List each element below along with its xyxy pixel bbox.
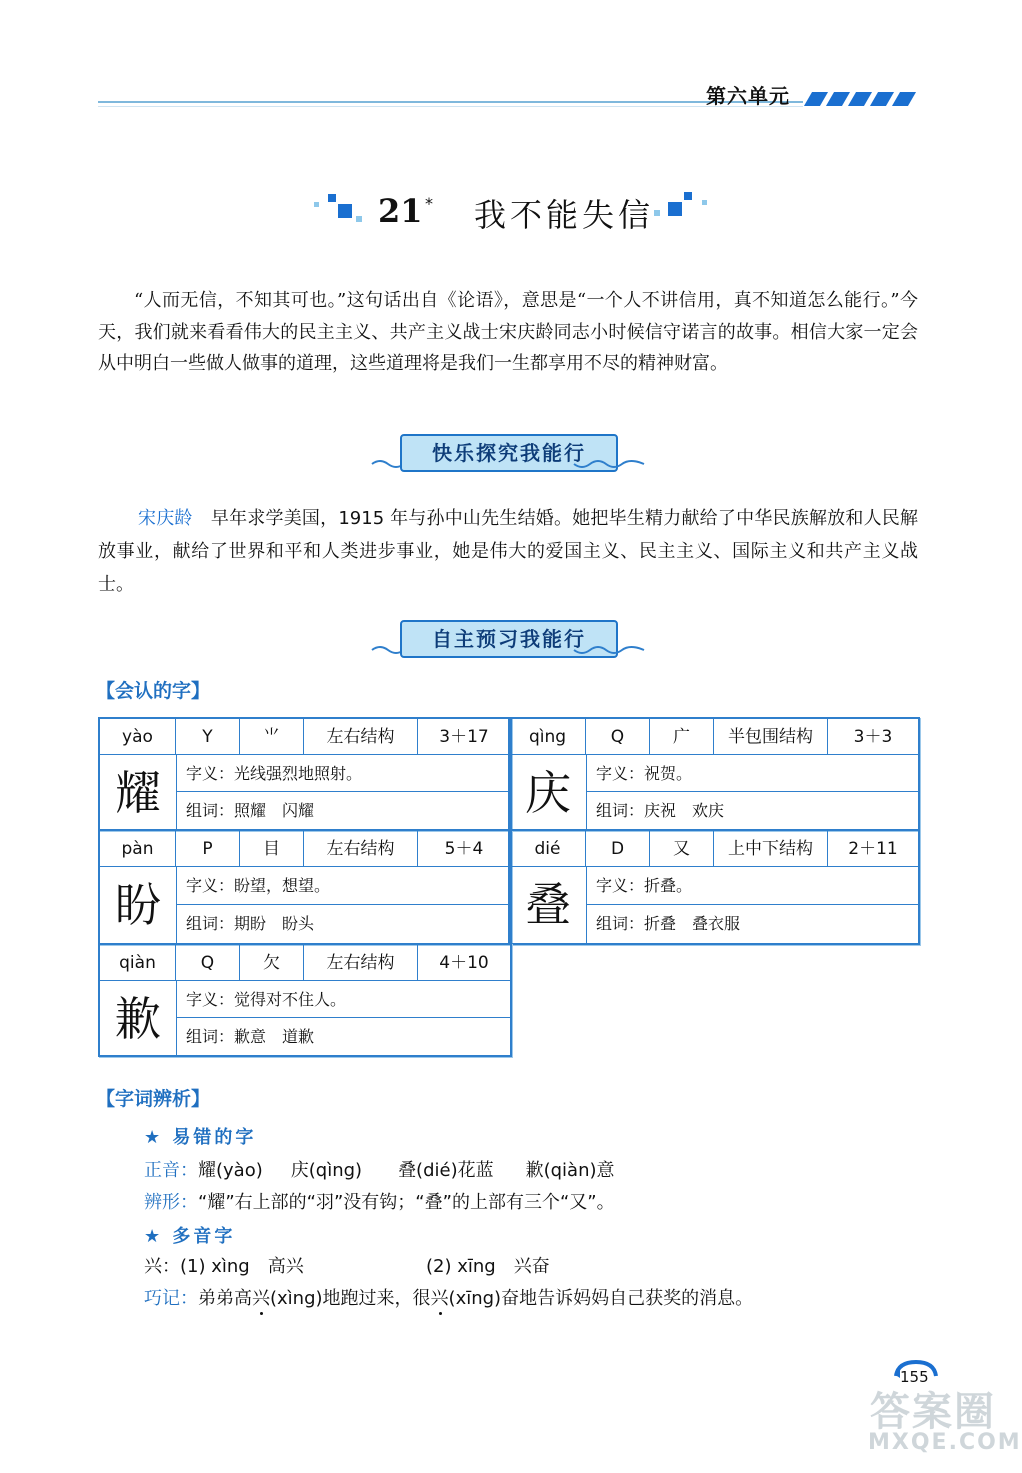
- banner-preview: [372, 620, 644, 668]
- letter-cell: P: [176, 831, 240, 867]
- bio-text: 早年求学美国，1915 年与孙中山先生结婚。她把毕生精力献给了中华民族解放和人民解放事业，献给了世界和平和人类进步事业，她是伟大的爱国主义、民主主义、国际主义和共产主义战士。: [98, 508, 919, 595]
- strokes-cell: 5＋4: [418, 831, 510, 867]
- char-card-yao: [98, 717, 512, 831]
- memory-text: 弟弟高: [198, 1288, 252, 1309]
- shape-text: “耀”右上部的“羽”没有钩；“叠”的上部有三个“又”。: [198, 1192, 615, 1213]
- section-recognize-chars: 【会认的字】: [96, 680, 211, 702]
- meaning-cell: 字义：觉得对不住人。: [176, 981, 510, 1018]
- lesson-number: 21: [378, 192, 423, 230]
- subheading-error-chars: ★ 易错的字: [144, 1127, 257, 1148]
- wave-right-decoration: [574, 458, 644, 470]
- strokes-cell: 3＋3: [828, 719, 918, 755]
- radical-cell: 广: [650, 719, 714, 755]
- pronunciation-item: 耀(yào): [198, 1160, 263, 1181]
- big-char: 庆: [510, 755, 587, 829]
- words-cell: 组词：庆祝 欢庆: [596, 801, 725, 820]
- polyphone-xing2: (2) xīng 兴奋: [426, 1256, 550, 1277]
- dotted-char: 兴: [430, 1288, 449, 1309]
- radical-cell: 目: [240, 831, 304, 867]
- unit-label: 第六单元: [706, 84, 790, 108]
- pronunciation-item: 歉(qiàn)意: [525, 1160, 615, 1181]
- banner-explore-label: 快乐探究我能行: [400, 434, 618, 472]
- banner-explore: [372, 434, 644, 482]
- banner-preview-label: 自主预习我能行: [400, 620, 618, 658]
- pronunciation-item: 叠(dié)花蓝: [398, 1160, 494, 1181]
- header-rule: [98, 101, 803, 103]
- meaning-cell: 字义：光线强烈地照射。: [176, 755, 510, 792]
- structure-cell: 左右结构: [304, 831, 418, 867]
- watermark-url: MXQE.COM: [868, 1430, 1022, 1455]
- polyphone-xing: 兴：(1) xìng 高兴: [144, 1256, 304, 1277]
- char-card-pan: [98, 829, 512, 945]
- char-card-qing: [508, 717, 920, 831]
- memory-text: (xìng)地跑过来，很: [270, 1288, 431, 1309]
- structure-cell: 半包围结构: [714, 719, 828, 755]
- big-char: 耀: [100, 755, 177, 829]
- radical-cell: ⺌: [240, 719, 304, 755]
- memory-text: (xīng)奋地告诉妈妈自己获奖的消息。: [448, 1288, 754, 1309]
- pronunciation-line: [144, 1156, 904, 1182]
- letter-cell: Q: [176, 945, 240, 981]
- subheading-polyphone: ★ 多音字: [144, 1226, 236, 1247]
- pronunciation-label: 正音：: [144, 1160, 198, 1181]
- radical-cell: 欠: [240, 945, 304, 981]
- pronunciation-item: 庆(qìng): [290, 1160, 363, 1181]
- header-stripes-decoration: [800, 92, 920, 106]
- pinyin-cell: qiàn: [100, 945, 176, 981]
- shape-label: 辨形：: [144, 1192, 198, 1213]
- section-word-analysis: 【字词辨析】: [96, 1088, 211, 1110]
- pinyin-cell: pàn: [100, 831, 176, 867]
- dotted-char: 兴: [252, 1288, 270, 1309]
- strokes-cell: 3＋17: [418, 719, 510, 755]
- structure-cell: 左右结构: [304, 719, 418, 755]
- meaning-cell: 字义：盼望，想望。: [176, 867, 510, 905]
- watermark-text: 答案圈: [870, 1389, 996, 1435]
- bio-paragraph: [98, 502, 918, 601]
- pinyin-cell: dié: [510, 831, 586, 867]
- lesson-star: *: [425, 194, 433, 213]
- words-cell: 组词：照耀 闪耀: [186, 801, 315, 820]
- memory-label: 巧记：: [144, 1288, 198, 1309]
- big-char: 歉: [100, 981, 177, 1055]
- letter-cell: Y: [176, 719, 240, 755]
- words-cell: 组词：折叠 叠衣服: [596, 914, 741, 933]
- memory-tip: [144, 1284, 914, 1310]
- letter-cell: D: [586, 831, 650, 867]
- pinyin-cell: yào: [100, 719, 176, 755]
- shape-line: [144, 1188, 904, 1214]
- wave-right-decoration: [574, 644, 644, 656]
- title-right-decoration: [652, 188, 712, 228]
- pinyin-cell: qìng: [510, 719, 586, 755]
- words-cell: 组词：歉意 道歉: [186, 1027, 315, 1046]
- structure-cell: 左右结构: [304, 945, 418, 981]
- big-char: 叠: [510, 867, 587, 943]
- structure-cell: 上中下结构: [714, 831, 828, 867]
- radical-cell: 又: [650, 831, 714, 867]
- char-card-qian: [98, 943, 512, 1057]
- words-cell: 组词：期盼 盼头: [186, 914, 315, 933]
- title-left-decoration: [312, 188, 372, 228]
- meaning-cell: 字义：祝贺。: [586, 755, 918, 792]
- char-card-die: [508, 829, 920, 945]
- bio-name: 宋庆龄: [138, 508, 193, 529]
- letter-cell: Q: [586, 719, 650, 755]
- intro-paragraph: “人而无信，不知其可也。”这句话出自《论语》，意思是“一个人不讲信用，真不知道怎么能行。”今天，我们就来看看伟大的民主主义、共产主义战士宋庆龄同志小时候信守诺言的故事。相信大家一定会从中明白一些做人做事的道理，这些道理将是我们一生都享用不尽的精神财富。: [98, 290, 918, 374]
- strokes-cell: 2＋11: [828, 831, 918, 867]
- big-char: 盼: [100, 867, 177, 943]
- lesson-title: 我不能失信: [474, 196, 655, 234]
- meaning-cell: 字义：折叠。: [586, 867, 918, 905]
- page-number: 155: [900, 1368, 929, 1386]
- strokes-cell: 4＋10: [418, 945, 510, 981]
- header-rule-light: [98, 106, 803, 107]
